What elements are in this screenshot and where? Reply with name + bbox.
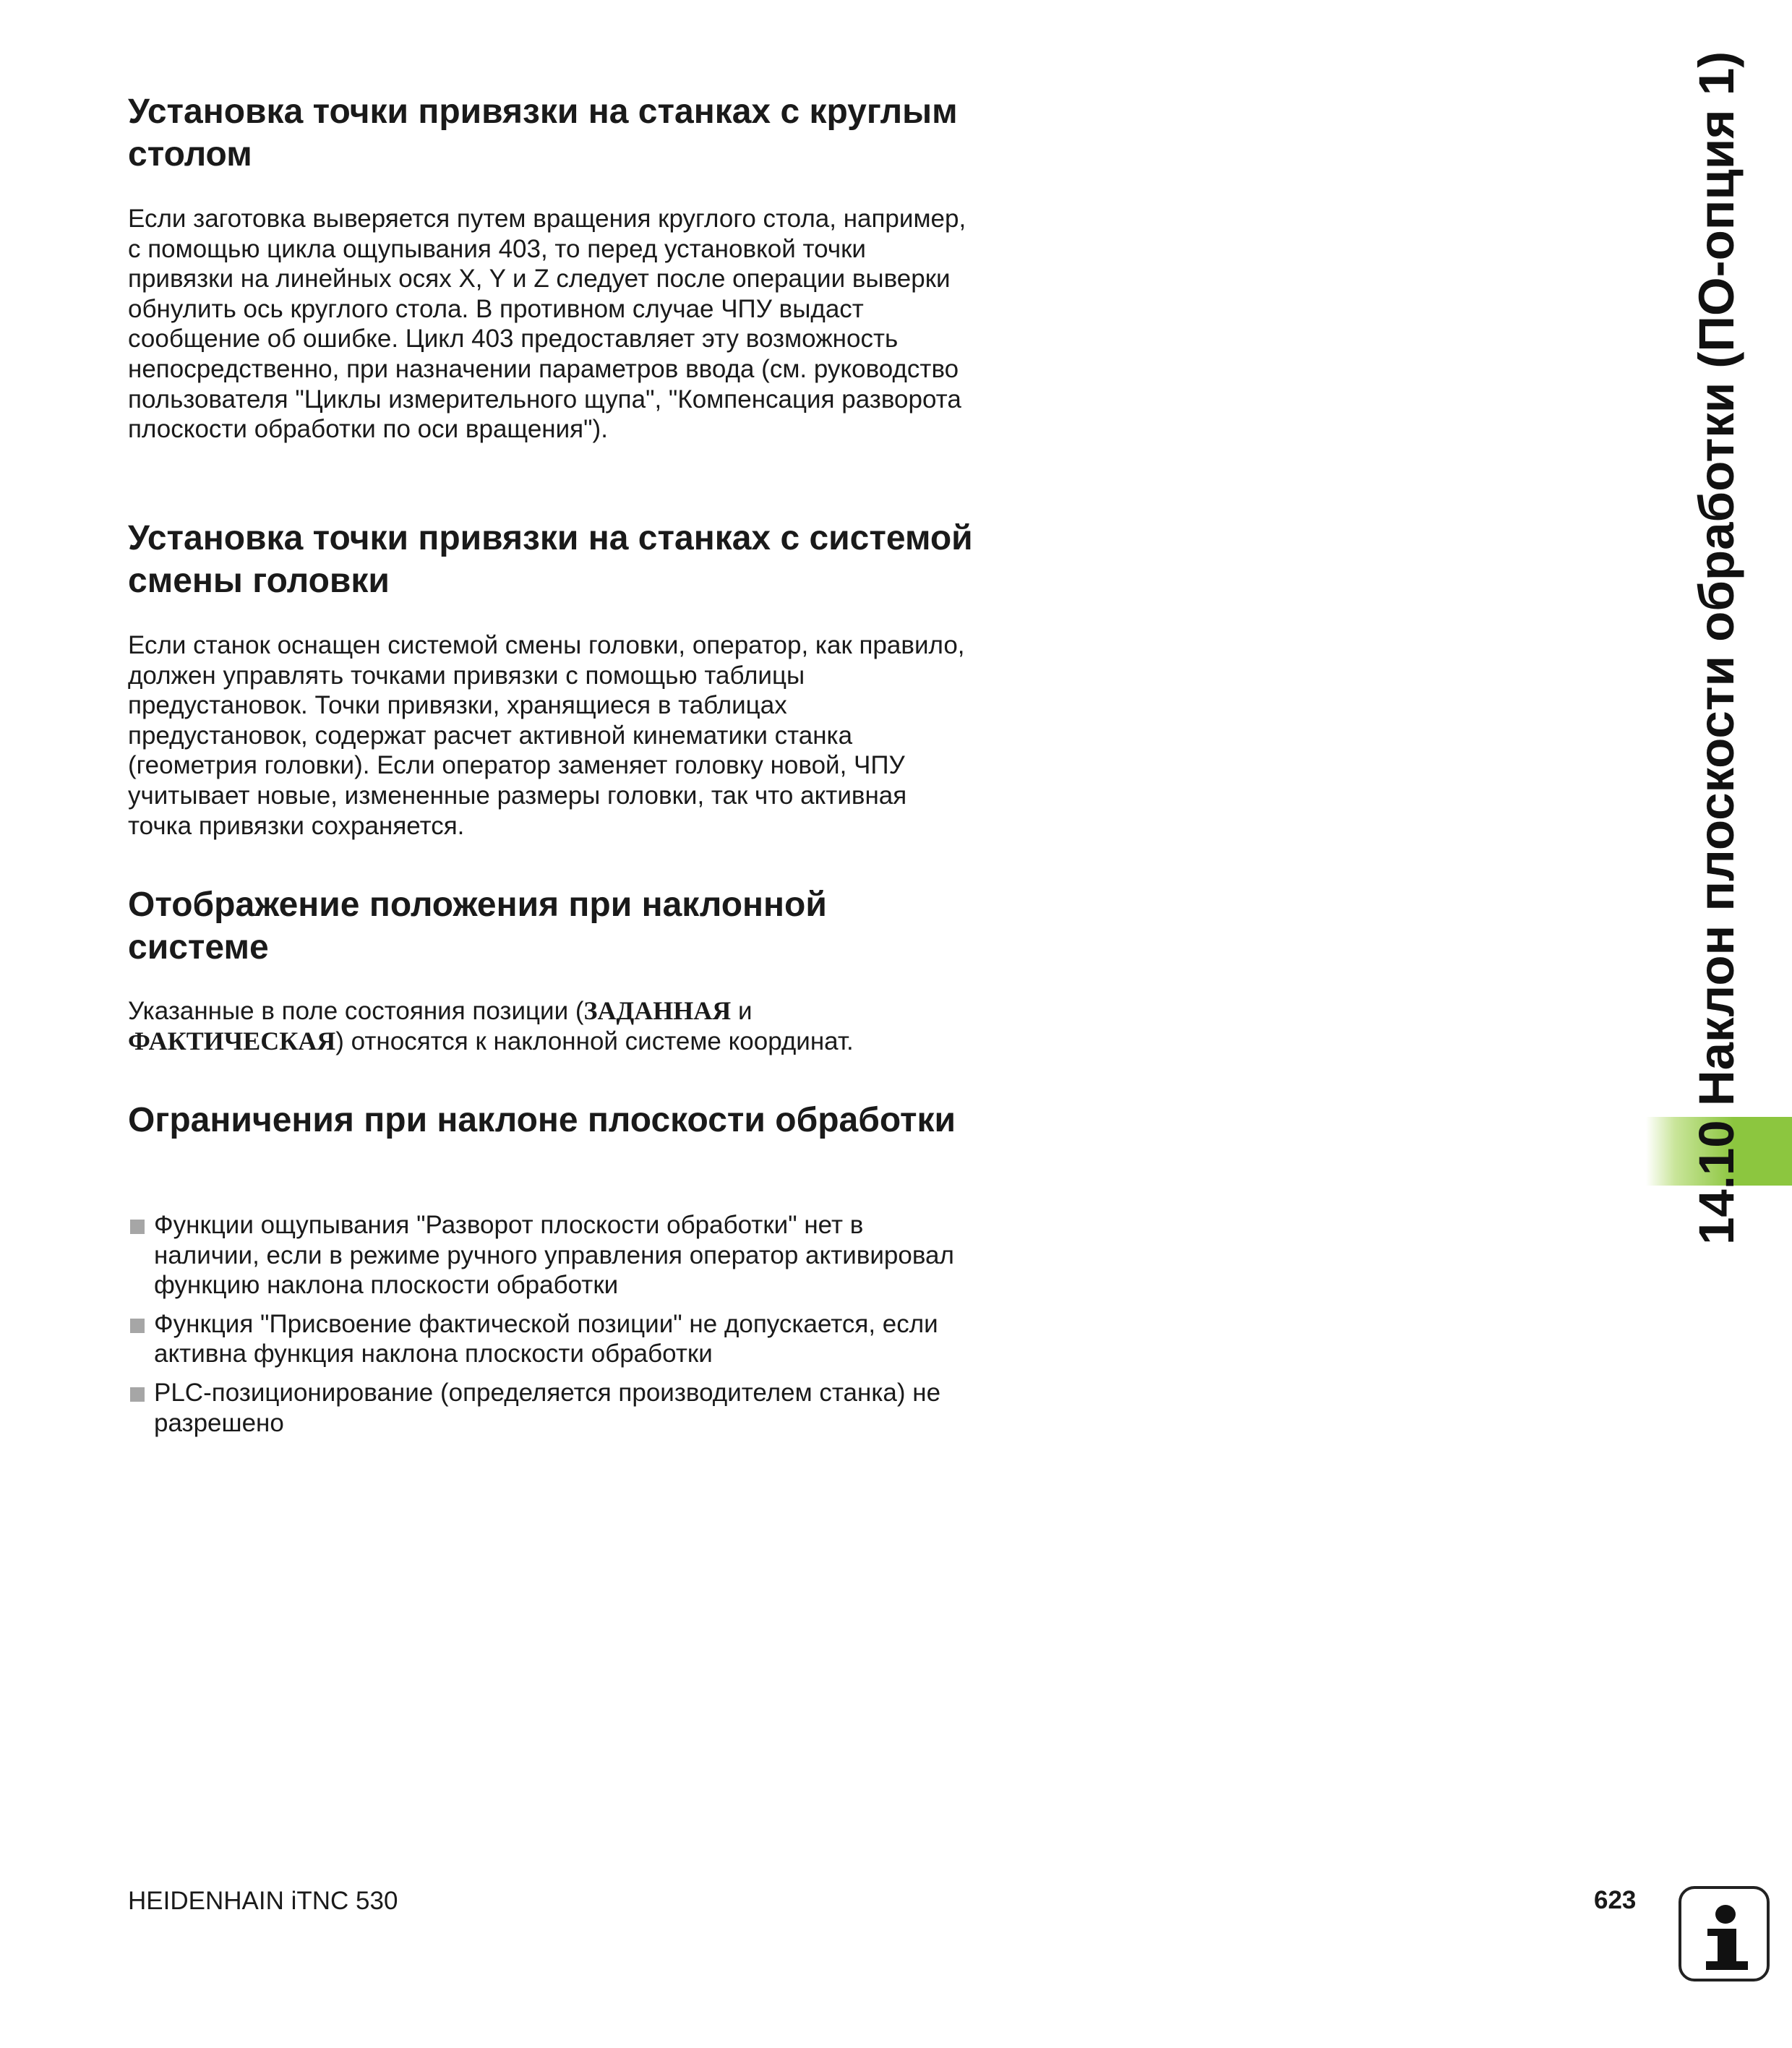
list-item <box>128 1210 974 1301</box>
square-bullet-icon <box>130 1220 145 1234</box>
square-bullet-icon <box>130 1387 145 1402</box>
section-heading: Установка точки привязки на станках с круглым столом <box>128 93 958 173</box>
square-bullet-icon <box>130 1319 145 1333</box>
section-heading: Ограничения при наклоне плоскости обработки <box>128 1101 956 1139</box>
section-paragraph <box>128 996 974 1056</box>
section-paragraph: Если заготовка выверяется путем вращения круглого стола, например, с помощью цикла ощупывания 403, то перед установкой точки привязки на линейных осях X, Y и Z следует после операции выверки обнулить ось круглого стола. В противном случае ЧПУ выдаст сообщение об ошибке. Цикл 403 предоставляет эту возможность непосредственно, при назначении параметров ввода (см. руководство пользователя "Циклы измерительного щупа", "Компенсация разворота плоскости обработки по оси вращения"). <box>128 205 966 444</box>
nominal-position-term: ЗАДАННАЯ <box>583 996 732 1025</box>
paragraph-text: Указанные в поле состояния позиции ( <box>128 997 584 1025</box>
list-item-text: Функция "Присвоение фактической позиции" не допускается, если активна функция наклона плоскости обработки <box>154 1309 938 1368</box>
actual-position-term: ФАКТИЧЕСКАЯ <box>128 1026 336 1055</box>
list-item-text: PLC-позиционирование (определяется производителем станка) не разрешено <box>154 1378 941 1437</box>
info-icon-stem <box>1718 1929 1736 1963</box>
paragraph-text: ) относятся к наклонной системе координат. <box>335 1027 854 1055</box>
info-icon <box>1679 1886 1770 1981</box>
info-icon-dot <box>1715 1905 1736 1924</box>
list-item <box>128 1378 974 1438</box>
list-item <box>128 1309 974 1369</box>
footer-manual-name: HEIDENHAIN iTNC 530 <box>128 1887 398 1915</box>
paragraph-text: и <box>731 997 753 1025</box>
list-item-text: Функции ощупывания "Разворот плоскости обработки" нет в наличии, если в режиме ручного управления оператор активировал функцию наклона плоскости обработки <box>154 1211 954 1300</box>
info-icon-base <box>1706 1961 1748 1970</box>
section-heading: Отображение положения при наклонной системе <box>128 886 827 967</box>
page-number: 623 <box>1594 1886 1637 1914</box>
section-heading: Установка точки привязки на станках с системой смены головки <box>128 519 973 600</box>
restrictions-list <box>128 1210 974 1447</box>
section-paragraph: Если станок оснащен системой смены головки, оператор, как правило, должен управлять точками привязки с помощью таблицы предустановок. Точки привязки, хранящиеся в таблицах предустановок, содержат расчет активной кинематики станка (геометрия головки). Если оператор заменяет головку новой, ЧПУ учитывает новые, измененные размеры головки, так что активная точка привязки сохраняется. <box>128 631 965 840</box>
chapter-side-title: 14.10 Наклон плоскости обработки (ПО-опция 1) <box>1689 51 1744 1245</box>
